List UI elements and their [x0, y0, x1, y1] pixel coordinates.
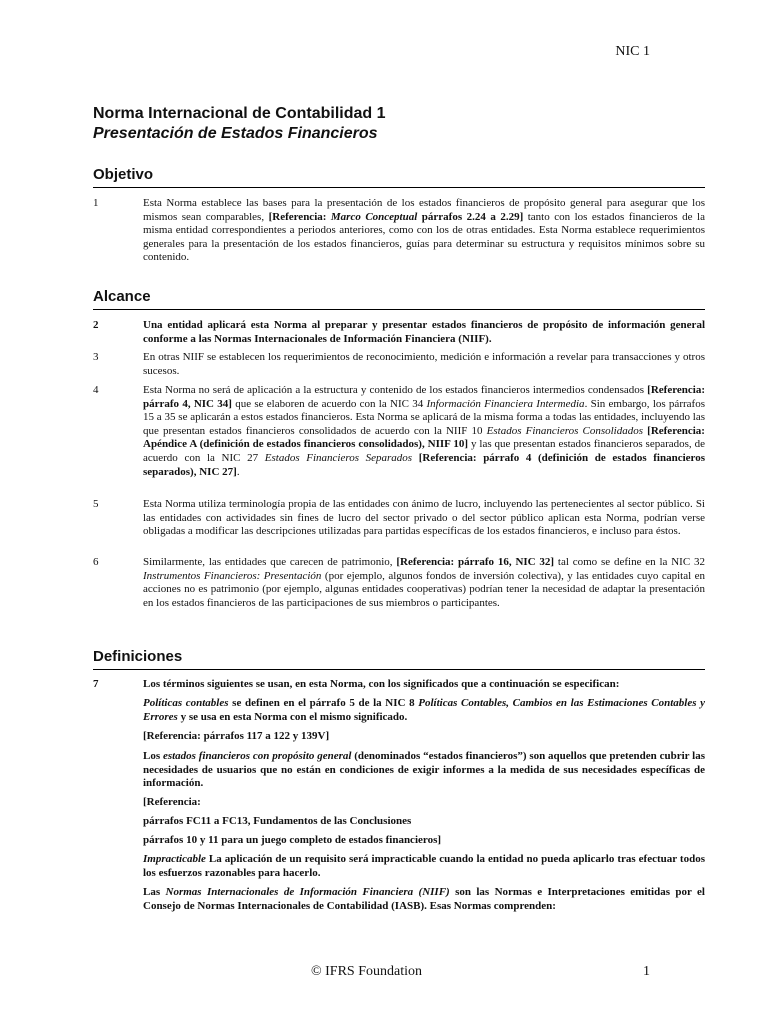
title-line-2: Presentación de Estados Financieros	[93, 125, 378, 142]
running-header: NIC 1	[615, 44, 650, 59]
paragraph-text: Esta Norma establece las bases para la presentación de los estados financieros de propósito general para asegurar que los mismos sean comparables, [Referencia: Marco Conceptual párrafos 2.24 a 2.29] tanto con los estados financieros de la misma entidad correspondientes a periodos anteriores, como con los de otras entidades. Esta Norma establece requerimientos generales para la presentación de los estados financieros, guías para determinar su estructura y requisitos mínimos sobre su contenido.	[143, 197, 705, 264]
paragraph-number: 4	[93, 384, 99, 396]
paragraph-2	[93, 319, 705, 346]
definition-niif: Las Normas Internacionales de Información Financiera (NIIF) son las Normas e Interpretaciones emitidas por el Consejo de Normas Internacionales de Contabilidad (IASB). Esas Normas comprenden:	[143, 886, 705, 912]
definition-reference: párrafos 10 y 11 para un juego completo de estados financieros]	[143, 834, 442, 846]
paragraph-number: 7	[93, 678, 99, 690]
definition-reference: [Referencia:	[143, 796, 201, 808]
paragraph-text: Similarmente, las entidades que carecen de patrimonio, [Referencia: párrafo 16, NIC 32] tal como se define en la NIC 32 Instrumentos Financieros: Presentación (por ejemplo, algunos fondos de inversión colectiva), y las entidades cuyo capital en acciones no es patrimonio (por ejemplo, algunas entidades cooperativas) podrían tener la necesidad de adaptar la presentación en los estados financieros de las participaciones de sus miembros o participantes.	[143, 556, 706, 609]
paragraph-text: Los términos siguientes se usan, en esta Norma, con los significados que a continuación se especifican:	[143, 678, 620, 690]
definition-reference: párrafos FC11 a FC13, Fundamentos de las Conclusiones	[143, 815, 412, 827]
paragraph-1	[93, 197, 705, 265]
paragraph-text: Una entidad aplicará esta Norma al preparar y presentar estados financieros de propósito de información general conforme a las Normas Internacionales de Información Financiera (NIIF).	[143, 319, 705, 345]
paragraph-5	[93, 498, 705, 539]
definition-estados-financieros: Los estados financieros con propósito general (denominados “estados financieros”) son aquellos que pretenden cubrir las necesidades de usuarios que no están en condiciones de exigir informes a la medida de sus necesidades específicas de información.	[143, 750, 705, 790]
section-heading-alcance: Alcance	[93, 288, 705, 310]
paragraph-number: 6	[93, 556, 99, 568]
paragraph-7	[93, 678, 705, 692]
definition-impracticable: Impracticable La aplicación de un requisito será impracticable cuando la entidad no pueda aplicarlo tras efectuar todos los esfuerzos razonables para hacerlo.	[143, 853, 705, 879]
paragraph-number: 3	[93, 351, 99, 363]
definition-politicas-contables: Políticas contables se definen en el párrafo 5 de la NIC 8 Políticas Contables, Cambios en las Estimaciones Contables y Errores y se usa en esta Norma con el mismo significado.	[143, 697, 705, 723]
paragraph-text: Esta Norma no será de aplicación a la estructura y contenido de los estados financieros intermedios condensados [Referencia: párrafo 4, NIC 34] que se elaboren de acuerdo con la NIC 34 Información Financiera Intermedia. Sin embargo, los párrafos 15 a 35 se aplicarán a estos estados financieros. Esta Norma se aplicará de la misma forma a todas las entidades, incluyendo las que presentan estados financieros consolidados de acuerdo con la NIIF 10 Estados Financieros Consolidados [Referencia: Apéndice A (definición de estados financieros consolidados), NIIF 10] y las que presentan estados financieros separados, de acuerdo con la NIC 27 Estados Financieros Separados [Referencia: párrafo 4 (definición de estados financieros separados), NIC 27].	[143, 384, 706, 478]
paragraph-4	[93, 384, 705, 479]
page-number: 1	[643, 964, 650, 979]
section-heading-objetivo: Objetivo	[93, 166, 705, 188]
definition-reference: [Referencia: párrafos 117 a 122 y 139V]	[143, 730, 330, 742]
document-title	[93, 104, 693, 144]
paragraph-6	[93, 556, 705, 610]
paragraph-text: Esta Norma utiliza terminología propia de las entidades con ánimo de lucro, incluyendo las pertenecientes al sector público. Si las entidades con actividades sin fines de lucro del sector privado o del sector público aplican esta Norma, podrían verse obligadas a modificar las descripciones utilizadas para partidas específicas de los estados financieros, e incluso para éstos.	[143, 498, 705, 538]
footer-copyright: © IFRS Foundation	[311, 964, 422, 979]
paragraph-number: 5	[93, 498, 99, 510]
paragraph-number: 2	[93, 319, 99, 331]
paragraph-number: 1	[93, 197, 99, 209]
section-heading-definiciones: Definiciones	[93, 648, 705, 670]
paragraph-3	[93, 351, 705, 378]
title-line-1: Norma Internacional de Contabilidad 1	[93, 105, 386, 122]
paragraph-text: En otras NIIF se establecen los requerimientos de reconocimiento, medición e información a revelar para transacciones y otros sucesos.	[143, 351, 705, 377]
